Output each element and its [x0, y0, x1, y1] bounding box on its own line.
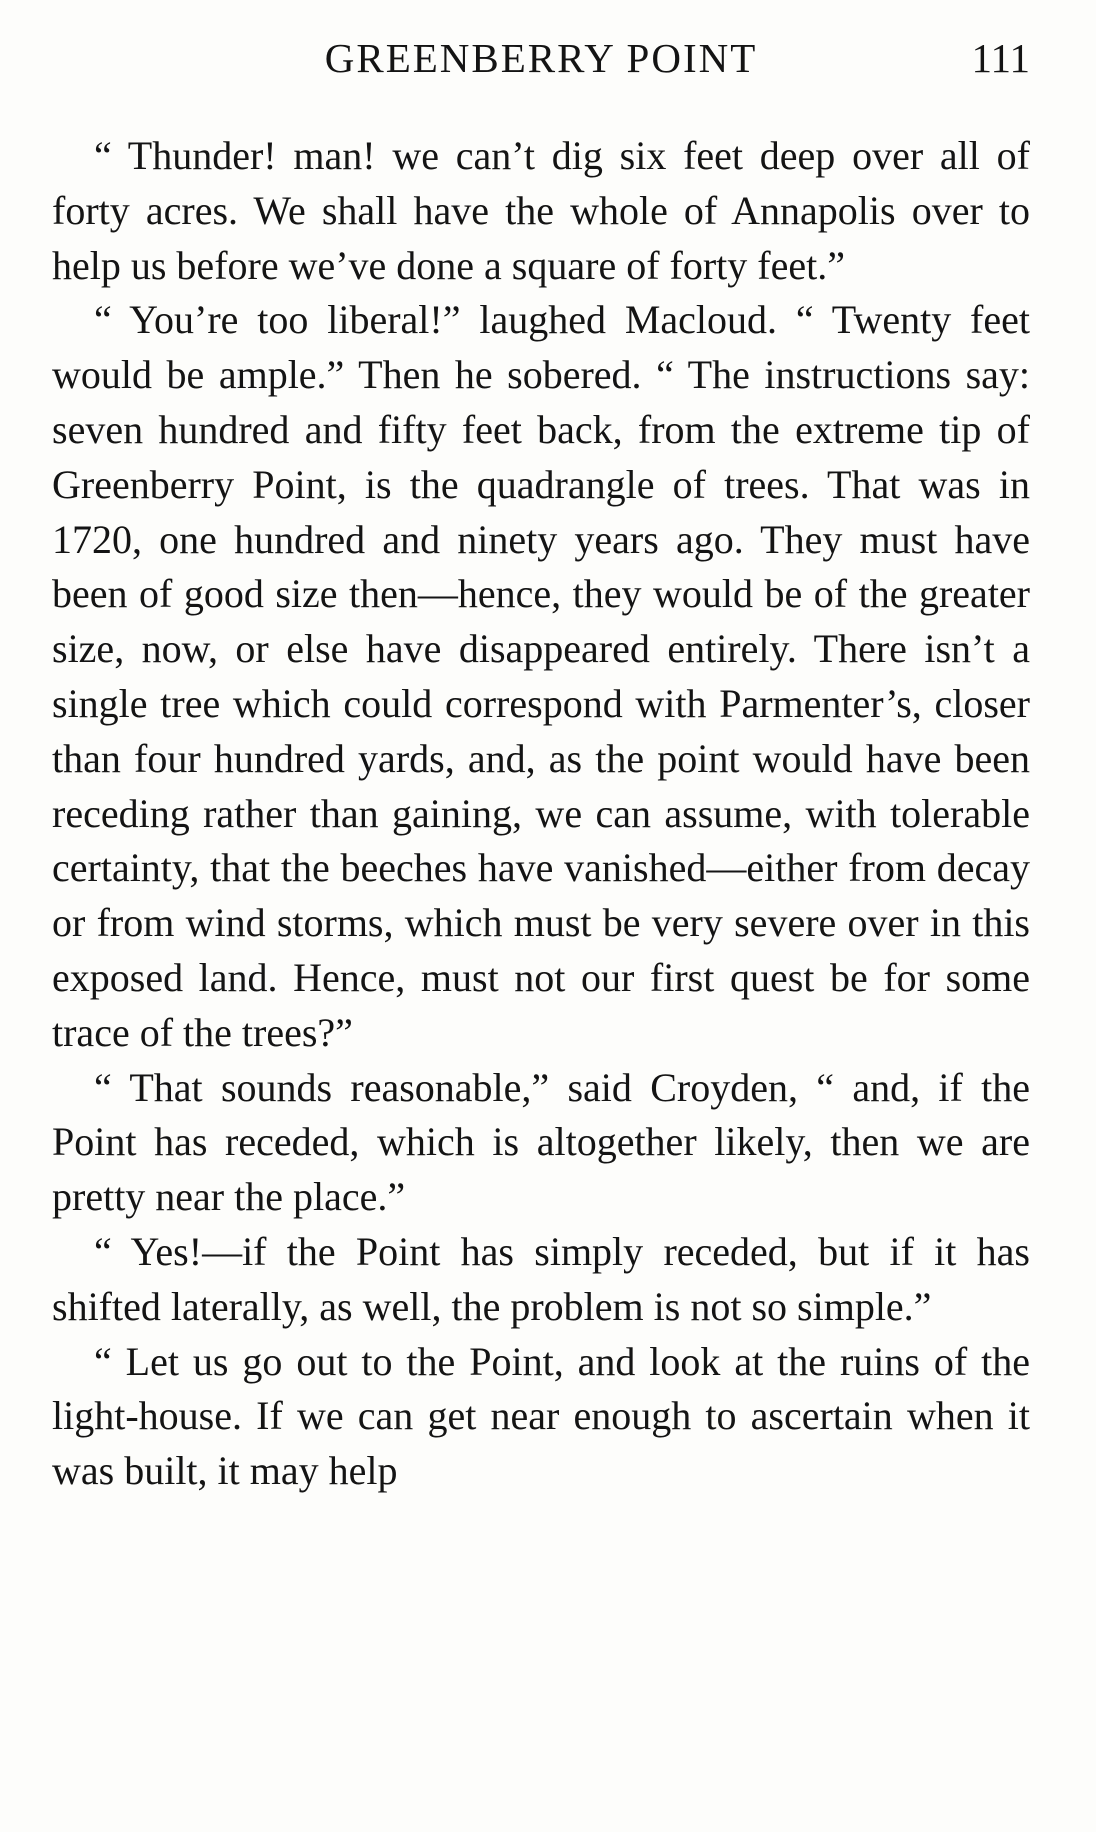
paragraph-4: “ Yes!—if the Point has simply receded, but if it has shifted laterally, as well, the problem is not so simple.” — [52, 1228, 1030, 1329]
paragraph-2: “ You’re too liberal!” laughed Macloud. “ Twenty feet would be ample.” Then he sobered. “ The instructions say: seven hundred and fifty feet back, from the extreme tip of Greenberry Point, is the quadrangle of trees. That was in 1720, one hundred and ninety years ago. They must have been of good size then—hence, they would be of the greater size, now, or else have disappeared entirely. There isn’t a single tree which could correspond with Parmenter’s, closer than four hundred yards, and, as the point would have been receding rather than gaining, we can assume, with tolerable certainty, that the beeches have vanished—either from decay or from wind storms, which must be very severe over in this exposed land. Hence, must not our first quest be for some trace of the trees?” — [52, 297, 1030, 1055]
paragraph-3: “ That sounds reasonable,” said Croyden, “ and, if the Point has receded, which is altogether likely, then we are pretty near the place.” — [52, 1064, 1030, 1220]
body-text — [52, 129, 1030, 1499]
running-title: GREENBERRY POINT — [324, 35, 758, 81]
paragraph-5: “ Let us go out to the Point, and look at the ruins of the light-house. If we can get near enough to ascertain when it was built, it may help — [52, 1338, 1030, 1494]
page-number: 111 — [971, 35, 1030, 81]
running-head — [52, 36, 1030, 80]
paragraph-1: “ Thunder! man! we can’t dig six feet deep over all of forty acres. We shall have the whole of Annapolis over to help us before we’ve done a square of forty feet.” — [52, 133, 1030, 288]
